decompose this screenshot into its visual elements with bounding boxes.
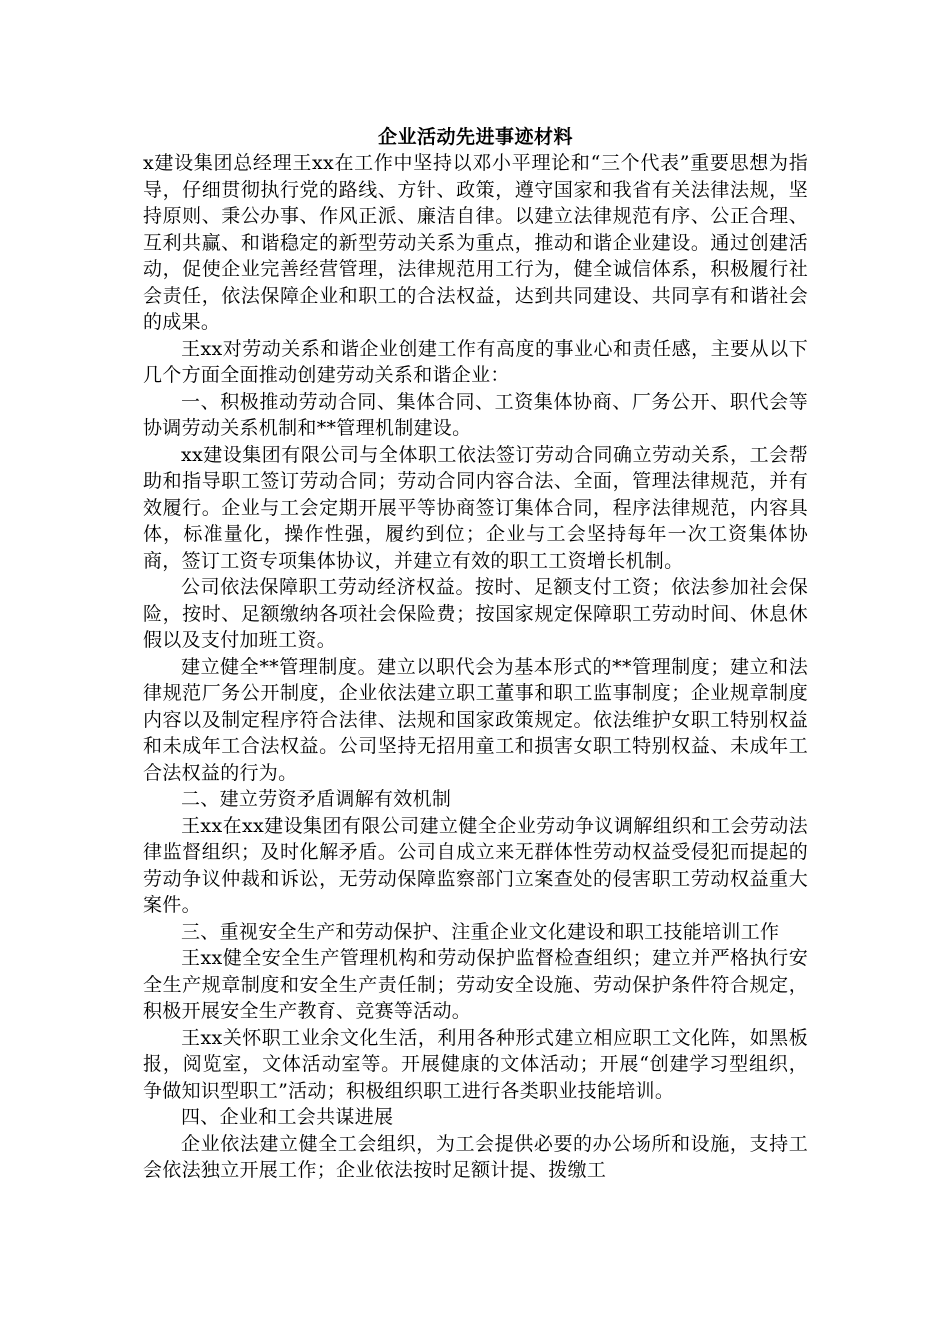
- paragraph: 王xx健全安全生产管理机构和劳动保护监督检查组织；建立并严格执行安全生产规章制度和安全生产责任制；劳动安全设施、劳动保护条件符合规定，积极开展安全生产教育、竞赛等活动。: [143, 947, 808, 1022]
- paragraph: 公司依法保障职工劳动经济权益。按时、足额支付工资；依法参加社会保险，按时、足额缴纳各项社会保险费；按国家规定保障职工劳动时间、休息休假以及支付加班工资。: [143, 576, 808, 651]
- document-page: [143, 124, 808, 1184]
- paragraph: 二、建立劳资矛盾调解有效机制: [181, 788, 452, 810]
- paragraph: 王xx对劳动关系和谐企业创建工作有高度的事业心和责任感，主要从以下几个方面全面推动创建劳动关系和谐企业：: [143, 337, 808, 386]
- document-title: 企业活动先进事迹材料: [377, 126, 573, 148]
- paragraph: x建设集团总经理王xx在工作中坚持以邓小平理论和“三个代表”重要思想为指导，仔细贯彻执行党的路线、方针、政策，遵守国家和我省有关法律法规，坚持原则、秉公办事、作风正派、廉洁自律。以建立法律规范有序、公正合理、互利共赢、和谐稳定的新型劳动关系为重点，推动和谐企业建设。通过创建活动，促使企业完善经营管理，法律规范用工行为，健全诚信体系，积极履行社会责任，依法保障企业和职工的合法权益，达到共同建设、共同享有和谐社会的成果。: [143, 152, 808, 333]
- paragraph: 三、重视安全生产和劳动保护、注重企业文化建设和职工技能培训工作: [181, 920, 780, 943]
- paragraph: 一、积极推动劳动合同、集体合同、工资集体协商、厂务公开、职代会等协调劳动关系机制和**管理机制建设。: [143, 390, 808, 439]
- paragraph: 王xx在xx建设集团有限公司建立健全企业劳动争议调解组织和工会劳动法律监督组织；及时化解矛盾。公司自成立来无群体性劳动权益受侵犯而提起的劳动争议仲裁和诉讼，无劳动保障监察部门立案查处的侵害职工劳动权益重大案件。: [143, 814, 808, 916]
- paragraph: 企业依法建立健全工会组织，为工会提供必要的办公场所和设施，支持工会依法独立开展工作；企业依法按时足额计提、拨缴工: [143, 1132, 808, 1181]
- paragraph: 四、企业和工会共谋进展: [181, 1106, 394, 1128]
- paragraph: 建立健全**管理制度。建立以职代会为基本形式的**管理制度；建立和法律规范厂务公开制度，企业依法建立职工董事和职工监事制度；企业规章制度内容以及制定程序符合法律、法规和国家政策规定。依法维护女职工特别权益和未成年工合法权益。公司坚持无招用童工和损害女职工特别权益、未成年工合法权益的行为。: [143, 655, 808, 784]
- paragraph: 王xx关怀职工业余文化生活，利用各种形式建立相应职工文化阵，如黑板报，阅览室，文体活动室等。开展健康的文体活动；开展“创建学习型组织，争做知识型职工”活动；积极组织职工进行各类职业技能培训。: [143, 1026, 808, 1102]
- paragraph: xx建设集团有限公司与全体职工依法签订劳动合同确立劳动关系，工会帮助和指导职工签订劳动合同；劳动合同内容合法、全面，管理法律规范，并有效履行。企业与工会定期开展平等协商签订集体合同，程序法律规范，内容具体，标准量化，操作性强，履约到位；企业与工会坚持每年一次工资集体协商，签订工资专项集体协议，并建立有效的职工工资增长机制。: [143, 443, 808, 572]
- document-body: [143, 150, 808, 1184]
